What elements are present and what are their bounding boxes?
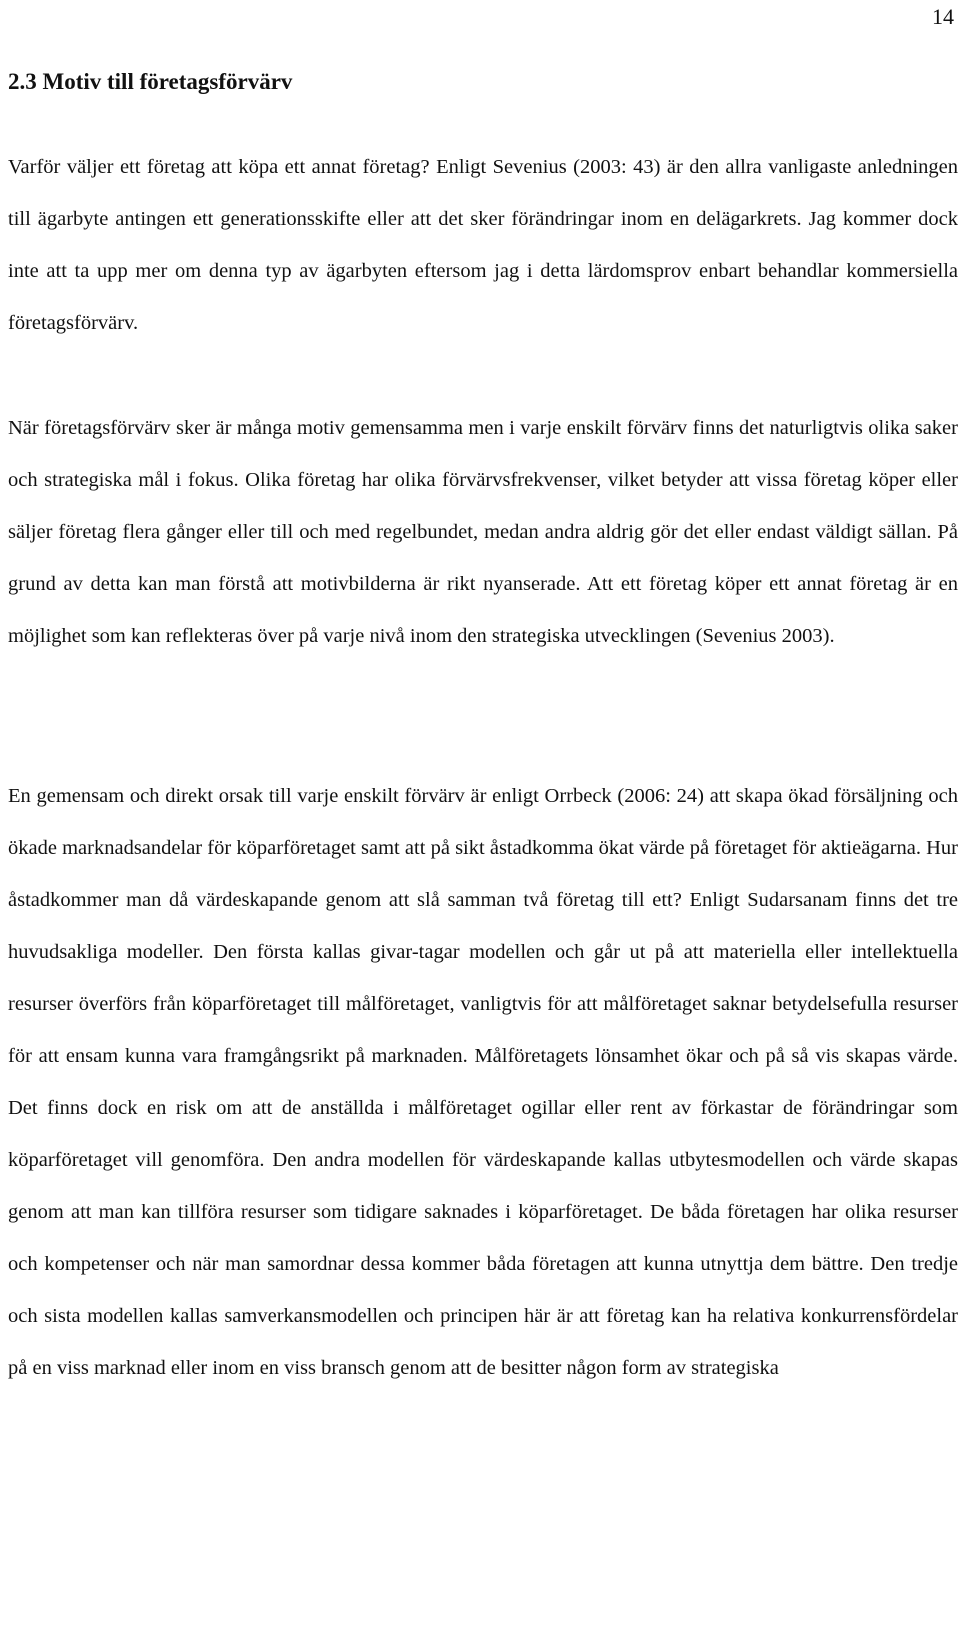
- paragraph-2: När företagsförvärv sker är många motiv gemensamma men i varje enskilt förvärv finns det naturligtvis olika saker och strategiska mål i fokus. Olika företag har olika förvärvsfrekvenser, vilket betyder att vissa företag köper eller säljer företag flera gånger eller till och med regelbundet, medan andra aldrig gör det eller endast väldigt sällan. På grund av detta kan man förstå att motivbilderna är rikt nyanserade. Att ett företag köper ett annat företag är en möjlighet som kan reflekteras över på varje nivå inom den strategiska utvecklingen (Sevenius 2003).: [8, 417, 958, 647]
- section-heading: 2.3 Motiv till företagsförvärv: [8, 69, 293, 94]
- page-number: 14: [932, 4, 954, 29]
- paragraph-1: Varför väljer ett företag att köpa ett annat företag? Enligt Sevenius (2003: 43) är den allra vanligaste anledningen till ägarbyte antingen ett generationsskifte eller att det sker förändringar inom en delägarkrets. Jag kommer dock inte att ta upp mer om denna typ av ägarbyten eftersom jag i detta lärdomsprov enbart behandlar kommersiella företagsförvärv.: [8, 156, 958, 334]
- paragraph-3: En gemensam och direkt orsak till varje enskilt förvärv är enligt Orrbeck (2006: 24) att skapa ökad försäljning och ökade marknadsandelar för köparföretaget samt att på sikt åstadkomma ökat värde på företaget för aktieägarna. Hur åstadkommer man då värdeskapande genom att slå samman två företag till ett? Enligt Sudarsanam finns det tre huvudsakliga modeller. Den första kallas givar-tagar modellen och går ut på att materiella eller intellektuella resurser överförs från köparföretaget till målföretaget, vanligtvis för att målföretaget saknar betydelsefulla resurser för att ensam kunna vara framgångsrikt på marknaden. Målföretagets lönsamhet ökar och på så vis skapas värde. Det finns dock en risk om att de anställda i målföretaget ogillar eller rent av förkastar de förändringar som köparföretaget vill genomföra. Den andra modellen för värdeskapande kallas utbytesmodellen och värde skapas genom att man kan tillföra resurser som tidigare saknades i köparföretaget. De båda företagen har olika resurser och kompetenser och när man samordnar dessa kommer båda företagen att kunna utnyttja dem bättre. Den tredje och sista modellen kallas samverkansmodellen och principen här är att företag kan ha relativa konkurrensfördelar på en viss marknad eller inom en viss bransch genom att de besitter någon form av strategiska: [8, 785, 958, 1379]
